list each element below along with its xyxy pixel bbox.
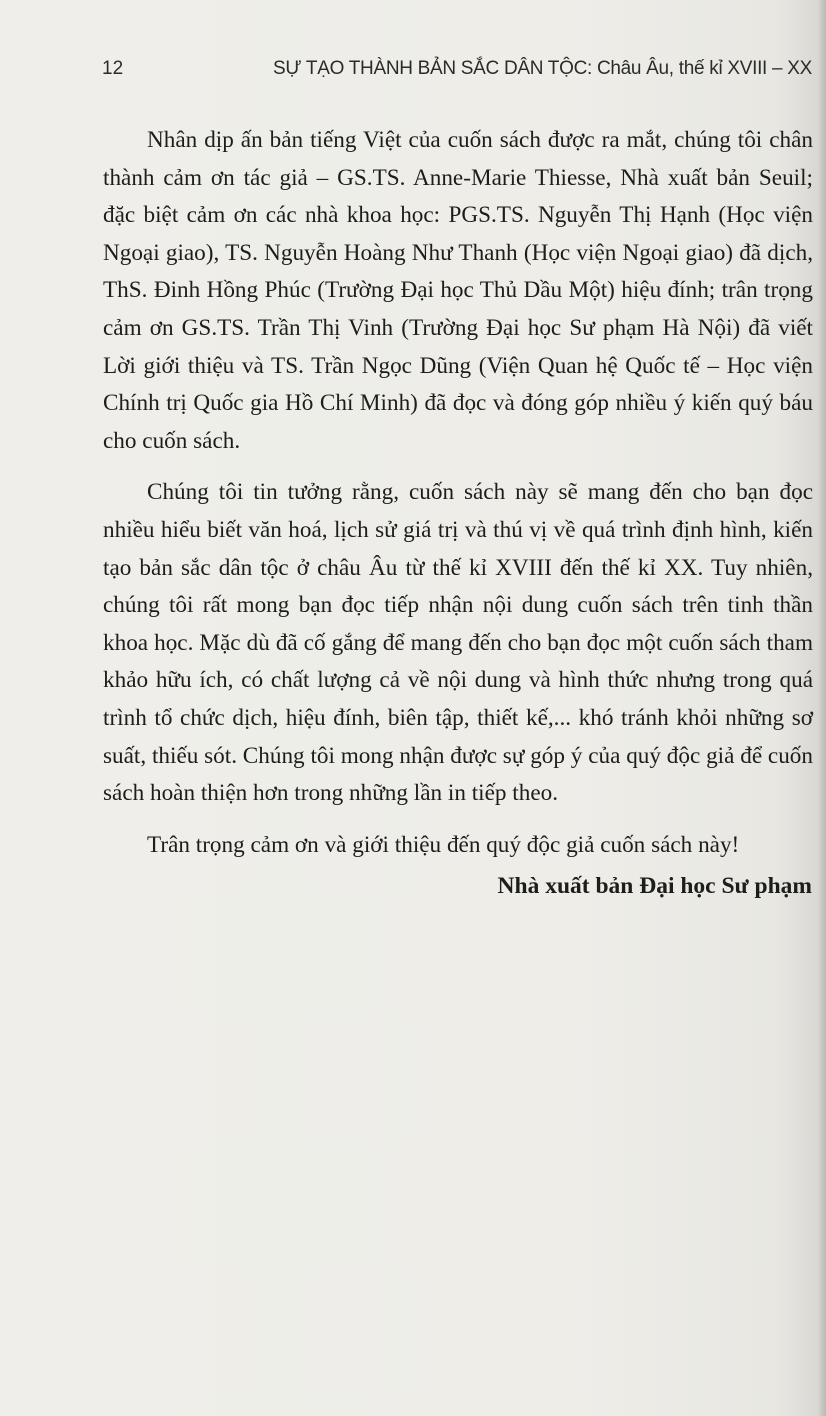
paragraph-introduction: Chúng tôi tin tưởng rằng, cuốn sách này sẽ mang đến cho bạn đọc nhiều hiểu biết văn hoá, lịch sử giá trị và thú vị về quá trình định hình, kiến tạo bản sắc dân tộc ở châu Âu từ thế kỉ XVIII đến thế kỉ XX. Tuy nhiên, chúng tôi rất mong bạn đọc tiếp nhận nội dung cuốn sách trên tinh thần khoa học. Mặc dù đã cố gắng để mang đến cho bạn đọc một cuốn sách tham khảo hữu ích, có chất lượng cả về nội dung và hình thức nhưng trong quá trình tổ chức dịch, hiệu đính, biên tập, thiết kế,... khó tránh khỏi những sơ suất, thiếu sót. Chúng tôi mong nhận được sự góp ý của quý độc giả để cuốn sách hoàn thiện hơn trong những lần in tiếp theo. [103, 479, 813, 807]
running-title: SỰ TẠO THÀNH BẢN SẮC DÂN TỘC: Châu Âu, thế kỉ XVIII – XX [273, 58, 812, 79]
page-header [102, 58, 812, 88]
paragraph-acknowledgement: Nhân dịp ấn bản tiếng Việt của cuốn sách được ra mắt, chúng tôi chân thành cảm ơn tác giả – GS.TS. Anne-Marie Thiesse, Nhà xuất bản Seuil; đặc biệt cảm ơn các nhà khoa học: PGS.TS. Nguyễn Thị Hạnh (Học viện Ngoại giao), TS. Nguyễn Hoàng Như Thanh (Học viện Ngoại giao) đã dịch, ThS. Đinh Hồng Phúc (Trường Đại học Thủ Dầu Một) hiệu đính; trân trọng cảm ơn GS.TS. Trần Thị Vinh (Trường Đại học Sư phạm Hà Nội) đã viết Lời giới thiệu và TS. Trần Ngọc Dũng (Viện Quan hệ Quốc tế – Học viện Chính trị Quốc gia Hồ Chí Minh) đã đọc và đóng góp nhiều ý kiến quý báu cho cuốn sách. [103, 127, 813, 454]
page-number: 12 [102, 58, 124, 79]
body-text [103, 122, 813, 878]
paragraph-closing: Trân trọng cảm ơn và giới thiệu đến quý độc giả cuốn sách này! [147, 831, 740, 858]
publisher-signature: Nhà xuất bản Đại học Sư phạm [497, 873, 812, 899]
